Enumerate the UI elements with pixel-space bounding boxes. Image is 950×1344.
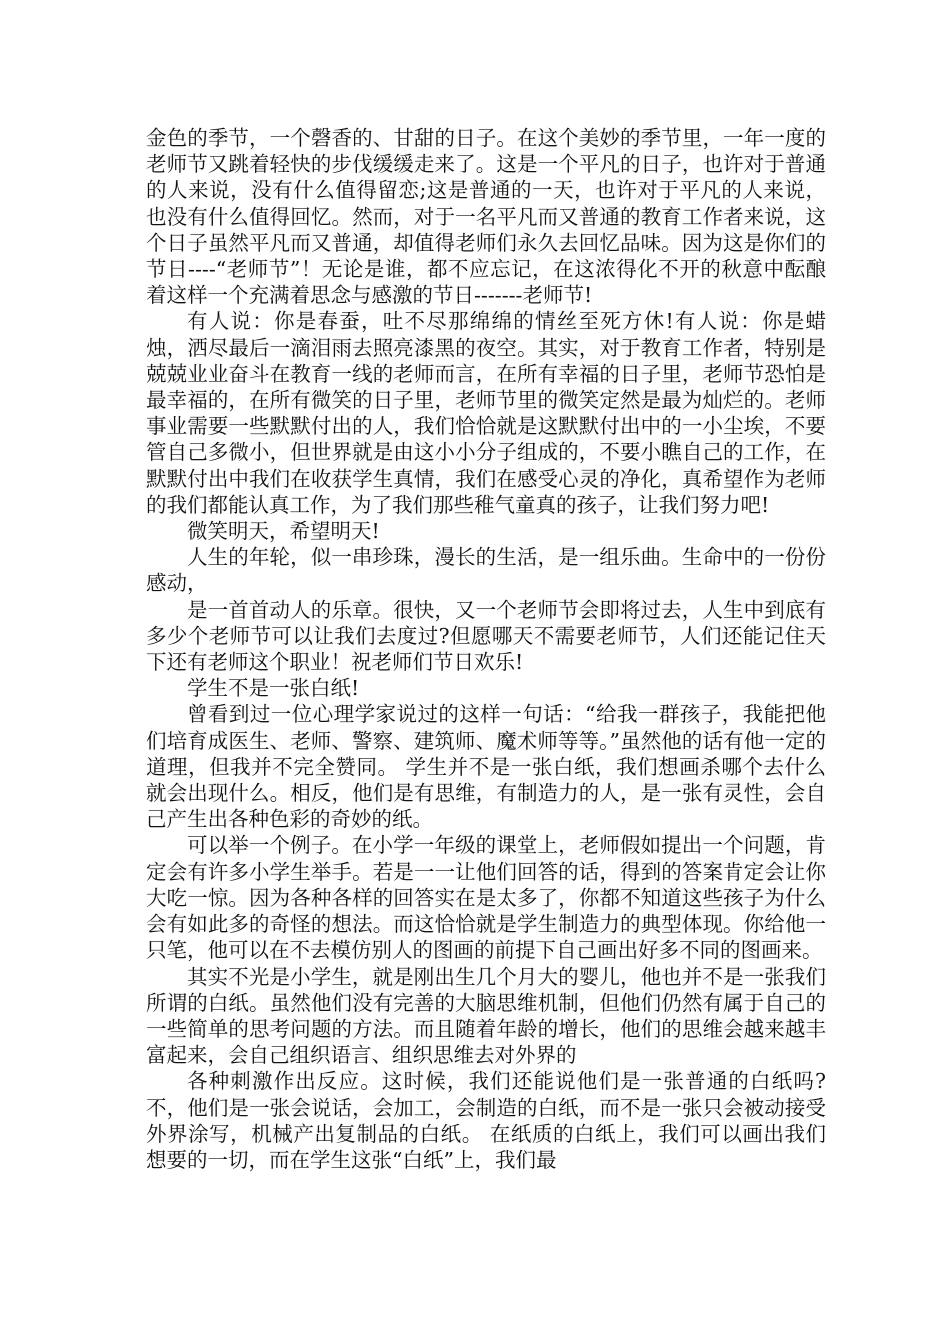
paragraph-moving-music: 是一首首动人的乐章。很快，又一个老师节会即将过去，人生中到底有多少个老师节可以让我们去度过?但愿哪天不需要老师节，人们还能记住天下还有老师这个职业！祝老师们节日欢乐!: [146, 597, 826, 675]
paragraph-silkworm-candle: 有人说：你是春蚕，吐不尽那绵绵的情丝至死方休!有人说：你是蜡烛，洒尽最后一滴泪雨去照亮漆黑的夜空。其实，对于教育工作者，特别是兢兢业业奋斗在教育一线的老师而言，在所有幸福的日子里，老师节恐怕是最幸福的，在所有微笑的日子里，老师节里的微笑定然是最为灿烂的。老师事业需要一些默默付出的人，我们恰恰就是这默默付出中的一小尘埃，不要管自己多微小，但世界就是由这小小分子组成的，不要小瞧自己的工作，在默默付出中我们在收获学生真情，我们在感受心灵的净化，真希望作为老师的我们都能认真工作，为了我们那些稚气童真的孩子，让我们努力吧!: [146, 309, 826, 517]
paragraph-life-rings: 人生的年轮，似一串珍珠，漫长的生活，是一组乐曲。生命中的一份份感动，: [146, 545, 826, 596]
paragraph-smile-tomorrow: 微笑明天，希望明天!: [187, 519, 380, 544]
document-page: [146, 125, 826, 1173]
paragraph-infant-thinking: 其实不光是小学生，就是刚出生几个月大的婴儿，他也并不是一张我们所谓的白纸。虽然他们没有完善的大脑思维机制，但他们仍然有属于自己的一些简单的思考问题的方法。而且随着年龄的增长，他们的思维会越来越丰富起来，会自己组织语言、组织思维去对外界的: [146, 964, 826, 1068]
section-heading-not-blank-paper: 学生不是一张白纸!: [187, 676, 360, 701]
paragraph-autumn-teachers-day: 金色的季节，一个磬香的、甘甜的日子。在这个美妙的季节里，一年一度的老师节又跳着轻快的步伐缓缓走来了。这是一个平凡的日子，也许对于普通的人来说，没有什么值得留恋;这是普通的一天，也许对于平凡的人来说，也没有什么值得回忆。然而，对于一名平凡而又普通的教育工作者来说，这个日子虽然平凡而又普通，却值得老师们永久去回忆品味。因为这是你们的节日----“老师节”！无论是谁，都不应忘记，在这浓得化不开的秋意中酝酿着这样一个充满着思念与感激的节日-------老师节!: [146, 126, 826, 308]
paragraph-classroom-example: 可以举一个例子。在小学一年级的课堂上，老师假如提出一个问题，肯定会有许多小学生举手。若是一一让他们回答的话，得到的答案肯定会让你大吃一惊。因为各种各样的回答实在是太多了，你都不知道这些孩子为什么会有如此多的奇怪的想法。而这恰恰就是学生制造力的典型体现。你给他一只笔，他可以在不去模仿别人的图画的前提下自己画出好多不同的图画来。: [146, 833, 826, 963]
paragraph-psychologist-quote: 曾看到过一位心理学家说过的这样一句话：“给我一群孩子，我能把他们培育成医生、老师、警察、建筑师、魔术师等等。”虽然他的话有他一定的道理，但我并不完全赞同。 学生并不是一张白纸，我们想画杀哪个去什么就会出现什么。相反，他们是有思维，有制造力的人，是一张有灵性，会自己产生出各种色彩的奇妙的纸。: [146, 702, 826, 832]
paragraph-responding-stimuli: 各种刺激作出反应。这时候，我们还能说他们是一张普通的白纸吗?不，他们是一张会说话，会加工，会制造的白纸，而不是一张只会被动接受外界涂写，机械产出复制品的白纸。 在纸质的白纸上，我们可以画出我们想要的一切，而在学生这张“白纸”上，我们最: [146, 1069, 826, 1172]
